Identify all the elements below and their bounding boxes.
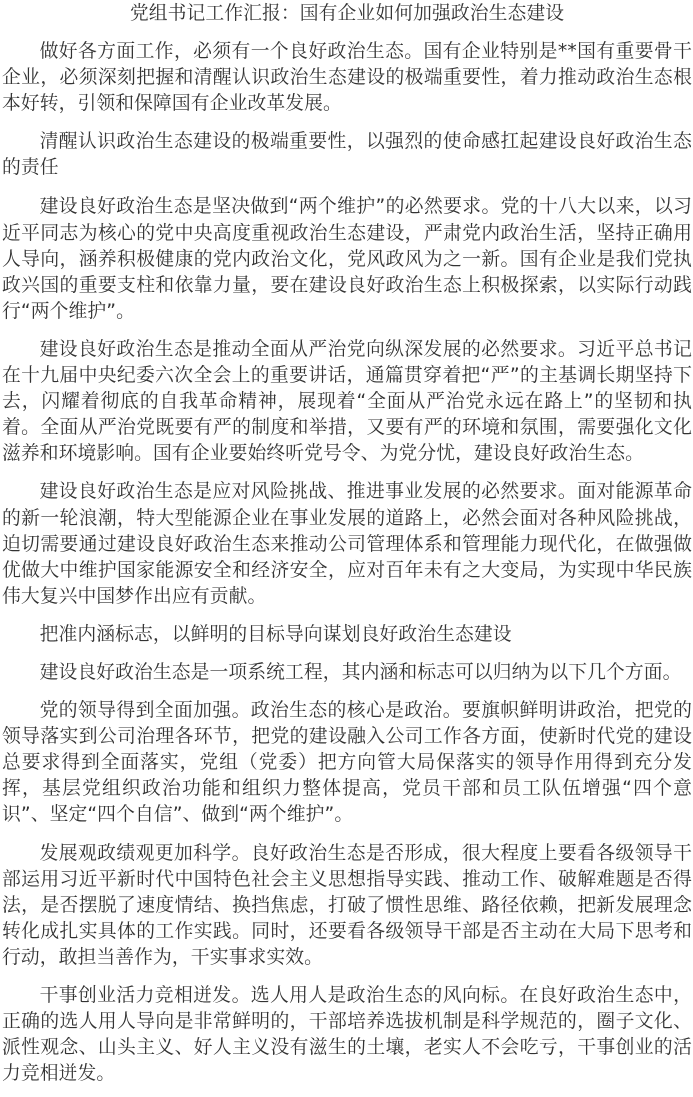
document-title: 党组书记工作汇报：国有企业如何加强政治生态建设 [129, 3, 565, 24]
paragraph-intro: 做好各方面工作，必须有一个良好政治生态。国有企业特别是**国有重要骨干企业，必须深刻把握和清醒认识政治生态建设的极端重要性，着力推动政治生态根本好转，引领和保障国有企业改革发展。 [2, 41, 692, 115]
paragraph-party-leadership: 党的领导得到全面加强。政治生态的核心是政治。要旗帜鲜明讲政治，把党的领导落实到公司治理各环节，把党的建设融入公司工作各方面，使新时代党的建设总要求得到全面落实，党组（党委）把方向管大局保落实的领导作用得到充分发挥，基层党组织政治功能和组织力整体提高，党员干部和员工队伍增强“四个意识”、坚定“四个自信”、做到“两个维护”。 [2, 700, 692, 826]
paragraph-entrepreneurship: 干事创业活力竞相迸发。选人用人是政治生态的风向标。在良好政治生态中，正确的选人用人导向是非常鲜明的，干部培养选拔机制是科学规范的，圈子文化、派性观念、山头主义、好人主义没有滋生的土壤，老实人不会吃亏，干事创业的活力竞相迸发。 [2, 985, 692, 1085]
section-heading-importance: 清醒认识政治生态建设的极端重要性，以强烈的使命感扛起建设良好政治生态的责任 [2, 131, 692, 179]
document [2, 0, 692, 1087]
paragraph-two-safeguards: 建设良好政治生态是坚决做到“两个维护”的必然要求。党的十八大以来，以习近平同志为核心的党中央高度重视政治生态建设，严肃党内政治生活，坚持正确用人导向，涵养积极健康的党内政治文化，党风政风为之一新。国有企业是我们党执政兴国的重要支柱和依靠力量，要在建设良好政治生态上积极探索，以实际行动践行“两个维护”。 [2, 196, 692, 322]
paragraph-strict-governance: 建设良好政治生态是推动全面从严治党向纵深发展的必然要求。习近平总书记在十九届中央纪委六次全会上的重要讲话，通篇贯穿着把“严”的主基调长期坚持下去，闪耀着彻底的自我革命精神，展现着“全面从严治党永远在路上”的坚韧和执着。全面从严治党既要有严的制度和举措，又要有严的环境和氛围，需要强化文化滋养和环境影响。国有企业要始终听党号令、为党分忧，建设良好政治生态。 [2, 338, 692, 465]
paragraph-risk-challenges: 建设良好政治生态是应对风险挑战、推进事业发展的必然要求。面对能源革命的新一轮浪潮，特大型能源企业在事业发展的道路上，必然会面对各种风险挑战，迫切需要通过建设良好政治生态来推动公司管理体系和管理能力现代化，在做强做优做大中维护国家能源安全和经济安全，应对百年未有之大变局，为实现中华民族伟大复兴中国梦作出应有贡献。 [2, 481, 692, 607]
section-heading-connotation: 把准内涵标志，以鲜明的目标导向谋划良好政治生态建设 [39, 623, 512, 645]
paragraph-development-view: 发展观政绩观更加科学。良好政治生态是否形成，很大程度上要看各级领导干部运用习近平新时代中国特色社会主义思想指导实践、推动工作、破解难题是否得法，是否摆脱了速度情结、换挡焦虑，打破了惯性思维、路径依赖，把新发展理念转化成扎实具体的工作实践。同时，还要看各级领导干部是否主动在大局下思考和行动，敢担当善作为，干实事求实效。 [2, 842, 692, 968]
paragraph-system-project: 建设良好政治生态是一项系统工程，其内涵和标志可以归纳为以下几个方面。 [39, 661, 682, 683]
